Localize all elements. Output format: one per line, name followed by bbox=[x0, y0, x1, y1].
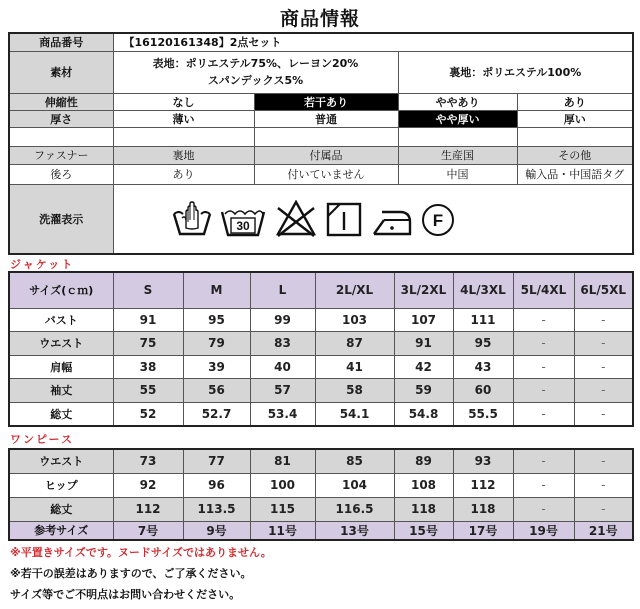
dress-row-waist bbox=[9, 449, 633, 473]
cell: 87 bbox=[315, 331, 394, 355]
cell: 54.8 bbox=[394, 402, 453, 426]
cell: 19号 bbox=[513, 521, 574, 540]
hand-wash-icon bbox=[172, 200, 212, 238]
cell: 108 bbox=[394, 473, 453, 497]
cell: 91 bbox=[113, 308, 183, 331]
cell: 43 bbox=[453, 355, 513, 378]
cell: - bbox=[513, 449, 574, 473]
cell: 77 bbox=[183, 449, 250, 473]
cell: 54.1 bbox=[315, 402, 394, 426]
product-no-value: 【16120161348】2点セット bbox=[113, 33, 633, 51]
stretch-option-slight-selected: 若干あり bbox=[254, 93, 398, 110]
drip-dry-icon bbox=[326, 200, 362, 238]
cell: 118 bbox=[394, 497, 453, 521]
blank-cell bbox=[517, 127, 633, 146]
cell: - bbox=[574, 378, 633, 402]
cell: 55.5 bbox=[453, 402, 513, 426]
jacket-header-col: S bbox=[113, 272, 183, 308]
cell: - bbox=[513, 402, 574, 426]
cell: 9号 bbox=[183, 521, 250, 540]
cell: - bbox=[513, 473, 574, 497]
row-label: 袖丈 bbox=[9, 378, 113, 402]
cell: - bbox=[574, 473, 633, 497]
cell: - bbox=[574, 331, 633, 355]
cell: 95 bbox=[453, 331, 513, 355]
material-outer-line1: 表地：ポリエステル75%、レーヨン20% bbox=[152, 57, 359, 70]
jacket-header-col: L bbox=[250, 272, 315, 308]
row-label: 総丈 bbox=[9, 497, 113, 521]
thickness-option-thick: 厚い bbox=[517, 110, 633, 127]
cell: 52 bbox=[113, 402, 183, 426]
product-no-label: 商品番号 bbox=[9, 33, 113, 51]
note-tolerance: ※若干の誤差はありますので、ご了承ください。 bbox=[10, 567, 252, 580]
cell: 79 bbox=[183, 331, 250, 355]
cell: - bbox=[513, 497, 574, 521]
dress-section-title: ワンピース bbox=[10, 433, 75, 446]
cell: 15号 bbox=[394, 521, 453, 540]
spec-header-accessories: 付属品 bbox=[254, 146, 398, 164]
cell: 81 bbox=[250, 449, 315, 473]
cell: 60 bbox=[453, 378, 513, 402]
cell: 95 bbox=[183, 308, 250, 331]
care-icons-cell bbox=[113, 184, 633, 254]
cell: 116.5 bbox=[315, 497, 394, 521]
svg-text:F: F bbox=[432, 210, 443, 230]
cell: 38 bbox=[113, 355, 183, 378]
cell: 7号 bbox=[113, 521, 183, 540]
spec-header-lining: 裏地 bbox=[113, 146, 254, 164]
material-lining: 裏地：ポリエステル100% bbox=[398, 51, 633, 93]
cell: 17号 bbox=[453, 521, 513, 540]
iron-low-icon bbox=[370, 200, 412, 238]
cell: - bbox=[574, 402, 633, 426]
cell: - bbox=[513, 308, 574, 331]
cell: 39 bbox=[183, 355, 250, 378]
cell: 53.4 bbox=[250, 402, 315, 426]
cell: 115 bbox=[250, 497, 315, 521]
cell: 75 bbox=[113, 331, 183, 355]
cell: 99 bbox=[250, 308, 315, 331]
row-label: 参考サイズ bbox=[9, 521, 113, 540]
cell: 100 bbox=[250, 473, 315, 497]
dress-row-length bbox=[9, 497, 633, 521]
jacket-row-length bbox=[9, 402, 633, 426]
cell: 41 bbox=[315, 355, 394, 378]
cell: 89 bbox=[394, 449, 453, 473]
cell: 85 bbox=[315, 449, 394, 473]
cell: - bbox=[574, 308, 633, 331]
jacket-header-col: 6L/5XL bbox=[574, 272, 633, 308]
dress-row-hip bbox=[9, 473, 633, 497]
cell: - bbox=[574, 449, 633, 473]
jacket-header-col: 4L/3XL bbox=[453, 272, 513, 308]
cell: 112 bbox=[453, 473, 513, 497]
blank-cell bbox=[9, 127, 113, 146]
notes bbox=[10, 542, 272, 605]
cell: 83 bbox=[250, 331, 315, 355]
cell: 111 bbox=[453, 308, 513, 331]
jacket-section-title: ジャケット bbox=[10, 258, 75, 271]
spec-value-fastener: 後ろ bbox=[9, 164, 113, 184]
cell: 21号 bbox=[574, 521, 633, 540]
blank-cell bbox=[398, 127, 517, 146]
stretch-option-some: ややあり bbox=[398, 93, 517, 110]
cell: 42 bbox=[394, 355, 453, 378]
row-label: ウエスト bbox=[9, 331, 113, 355]
dress-size-table bbox=[8, 448, 634, 541]
cell: 58 bbox=[315, 378, 394, 402]
jacket-row-waist bbox=[9, 331, 633, 355]
cell: 118 bbox=[453, 497, 513, 521]
blank-cell bbox=[254, 127, 398, 146]
jacket-row-sleeve bbox=[9, 378, 633, 402]
row-label: 肩幅 bbox=[9, 355, 113, 378]
stretch-option-none: なし bbox=[113, 93, 254, 110]
jacket-header-col: 5L/4XL bbox=[513, 272, 574, 308]
machine-wash-30-icon bbox=[220, 200, 266, 238]
cell: 104 bbox=[315, 473, 394, 497]
cell: 91 bbox=[394, 331, 453, 355]
cell: 107 bbox=[394, 308, 453, 331]
jacket-size-table bbox=[8, 271, 634, 427]
cell: 112 bbox=[113, 497, 183, 521]
svg-text:30: 30 bbox=[235, 218, 250, 233]
jacket-row-shoulder bbox=[9, 355, 633, 378]
jacket-header-col: M bbox=[183, 272, 250, 308]
material-outer-line2: スパンデックス5% bbox=[207, 74, 304, 87]
row-label: バスト bbox=[9, 308, 113, 331]
cell: 59 bbox=[394, 378, 453, 402]
cell: 56 bbox=[183, 378, 250, 402]
no-bleach-icon bbox=[274, 200, 318, 238]
jacket-header-col: 3L/2XL bbox=[394, 272, 453, 308]
thickness-option-slightly-thick-selected: やや厚い bbox=[398, 110, 517, 127]
dry-clean-f-icon bbox=[420, 200, 456, 238]
cell: 52.7 bbox=[183, 402, 250, 426]
dress-row-ref-size bbox=[9, 521, 633, 540]
row-label: 総丈 bbox=[9, 402, 113, 426]
cell: 92 bbox=[113, 473, 183, 497]
jacket-row-bust bbox=[9, 308, 633, 331]
cell: - bbox=[513, 378, 574, 402]
cell: - bbox=[574, 355, 633, 378]
spec-value-accessories: 付いていません bbox=[254, 164, 398, 184]
product-info-table bbox=[8, 32, 634, 255]
jacket-header-size: サイズ(ｃｍ) bbox=[9, 272, 113, 308]
note-contact: サイズ等でご不明点はお問い合わせください。 bbox=[10, 588, 241, 601]
cell: 55 bbox=[113, 378, 183, 402]
cell: - bbox=[513, 331, 574, 355]
spec-value-lining: あり bbox=[113, 164, 254, 184]
page-title: 商品情報 bbox=[279, 8, 360, 30]
cell: 73 bbox=[113, 449, 183, 473]
row-label: ウエスト bbox=[9, 449, 113, 473]
cell: - bbox=[574, 497, 633, 521]
row-label: ヒップ bbox=[9, 473, 113, 497]
spec-header-other: その他 bbox=[517, 146, 633, 164]
thickness-label: 厚さ bbox=[9, 110, 113, 127]
cell: 40 bbox=[250, 355, 315, 378]
stretch-option-yes: あり bbox=[517, 93, 633, 110]
cell: 103 bbox=[315, 308, 394, 331]
jacket-header-col: 2L/XL bbox=[315, 272, 394, 308]
blank-cell bbox=[113, 127, 254, 146]
cell: - bbox=[513, 355, 574, 378]
spec-value-other: 輸入品・中国語タグ bbox=[517, 164, 633, 184]
spec-value-country: 中国 bbox=[398, 164, 517, 184]
material-label: 素材 bbox=[9, 51, 113, 93]
cell: 93 bbox=[453, 449, 513, 473]
cell: 96 bbox=[183, 473, 250, 497]
cell: 11号 bbox=[250, 521, 315, 540]
cell: 57 bbox=[250, 378, 315, 402]
stretch-label: 伸縮性 bbox=[9, 93, 113, 110]
spec-header-country: 生産国 bbox=[398, 146, 517, 164]
thickness-option-thin: 薄い bbox=[113, 110, 254, 127]
note-flat-measurement: ※平置きサイズです。ヌードサイズではありません。 bbox=[10, 546, 272, 559]
care-label: 洗濯表示 bbox=[9, 184, 113, 254]
spec-header-fastener: ファスナー bbox=[9, 146, 113, 164]
cell: 13号 bbox=[315, 521, 394, 540]
thickness-option-normal: 普通 bbox=[254, 110, 398, 127]
cell: 113.5 bbox=[183, 497, 250, 521]
material-outer bbox=[113, 51, 398, 93]
